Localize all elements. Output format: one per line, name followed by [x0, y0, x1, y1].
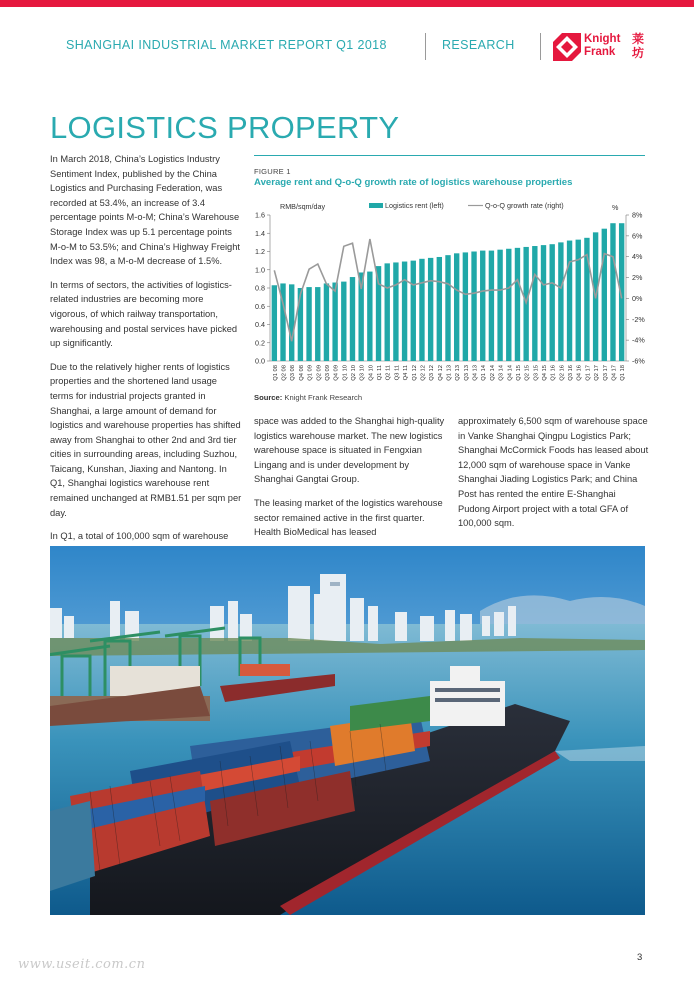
page-title: LOGISTICS PROPERTY — [50, 110, 400, 145]
y2-tick-label: 4% — [632, 252, 643, 262]
y-tick-label: 1.4 — [255, 228, 265, 238]
x-tick-label: Q3 08 — [290, 365, 297, 381]
legend-label-bar: Logistics rent (left) — [385, 201, 444, 210]
report-title: SHANGHAI INDUSTRIAL MARKET REPORT Q1 2018 — [66, 38, 387, 52]
source-text: Knight Frank Research — [284, 393, 363, 402]
y-axis-title: RMB/sqm/day — [280, 202, 326, 211]
x-tick-label: Q1 12 — [411, 365, 418, 381]
bar — [541, 245, 546, 361]
source-label: Source: — [254, 393, 283, 402]
x-tick-label: Q1 18 — [620, 365, 627, 381]
bar — [306, 287, 311, 361]
x-tick-label: Q4 08 — [298, 365, 305, 381]
body-column-1 — [50, 152, 242, 553]
x-tick-label: Q2 14 — [489, 365, 496, 381]
bar — [558, 242, 563, 361]
x-tick-label: Q3 17 — [602, 365, 609, 381]
x-tick-label: Q2 11 — [385, 365, 392, 381]
y-tick-label: 1.6 — [255, 210, 265, 220]
rent-growth-chart — [254, 197, 645, 393]
logo-word-1: Knight — [584, 33, 621, 45]
x-tick-label: Q3 12 — [429, 365, 436, 381]
header-divider-2 — [540, 33, 541, 60]
bar — [298, 288, 303, 361]
bar — [289, 284, 294, 361]
bar — [428, 258, 433, 361]
top-accent-bar — [0, 0, 694, 7]
x-tick-label: Q4 16 — [576, 365, 583, 381]
bar — [393, 262, 398, 361]
x-tick-label: Q1 17 — [585, 365, 592, 381]
y2-axis-title: % — [612, 203, 619, 212]
section-label: RESEARCH — [442, 38, 515, 52]
bar — [445, 255, 450, 361]
figure-source — [254, 393, 362, 402]
legend-swatch-bar — [369, 203, 383, 208]
y2-tick-label: 2% — [632, 273, 643, 283]
page-number: 3 — [637, 952, 643, 963]
bar — [532, 246, 537, 361]
paragraph: In March 2018, China’s Logistics Industry Sentiment Index, published by the China Logistics and Purchasing Federation, was recorded at 53.4%, an increase of 3.4 percentage points M-o-M; China’s Warehouse Storage Index was up 5.1 percentage points M-o-M to 53.5%; and China’s Highway Freight Index was 98, a M-o-M decrease of 1.5%. — [50, 154, 240, 267]
bar — [324, 283, 329, 361]
logo-chinese — [632, 32, 644, 60]
bar — [419, 259, 424, 361]
page-header — [0, 30, 694, 64]
x-tick-label: Q1 10 — [342, 365, 349, 381]
x-tick-label: Q3 09 — [324, 365, 331, 381]
bar — [567, 241, 572, 361]
x-tick-label: Q3 10 — [359, 365, 366, 381]
x-tick-label: Q2 10 — [350, 365, 357, 381]
bar — [506, 249, 511, 361]
bar — [402, 262, 407, 361]
y-tick-label: 0.0 — [255, 356, 265, 366]
figure-rule — [254, 155, 645, 156]
bar — [437, 257, 442, 361]
x-tick-label: Q2 13 — [455, 365, 462, 381]
paragraph: approximately 6,500 sqm of warehouse space in Vanke Shanghai Qingpu Logistics Park; Shanghai McCormick Foods has leased about 12,000 sqm of warehouse space in Vanke Shanghai Jiading Logistics Park; and China Post has rented the entire E-Shanghai Pudong Airport project with a total GFA of 100,000 sqm. — [458, 416, 649, 529]
container-ship-image — [50, 546, 645, 915]
x-tick-label: Q4 11 — [403, 365, 410, 381]
paragraph: In terms of sectors, the activities of logistics-related industries are becoming more vigorous, of which railway transportation, warehousing and postal services have picked up significantly. — [50, 279, 238, 349]
logo-cn-1: 莱 — [632, 32, 645, 46]
y-tick-label: 1.0 — [255, 265, 265, 275]
bar — [272, 285, 277, 361]
x-tick-label: Q4 13 — [472, 365, 479, 381]
paragraph: In Q1, a total of 100,000 sqm of warehouse — [50, 531, 229, 542]
paragraph: Due to the relatively higher rents of logistics properties and the shortened land usage terms for industrial projects granted in Shanghai, a large amount of demand for logistics and warehouse properties has shifted away from Shanghai to other 2nd and 3rd tier cities in surrounding areas, including Suzhou, Taicang, Kunshan, Jiaxing and Nantong. In Q1, Shanghai logistics warehouse rent remained unchanged at RMB1.51 per sqm per day. — [50, 361, 242, 518]
x-tick-label: Q2 09 — [316, 365, 323, 381]
logo-word-2: Frank — [584, 46, 616, 58]
bar — [411, 261, 416, 361]
y2-tick-label: 6% — [632, 231, 643, 241]
x-tick-label: Q1 15 — [515, 365, 522, 381]
bar — [515, 248, 520, 361]
paragraph: The leasing market of the logistics warehouse sector remained active in the first quarter. Health BioMedical has leased — [254, 497, 443, 538]
bar — [385, 263, 390, 361]
bar — [610, 223, 615, 361]
x-tick-label: Q4 12 — [437, 365, 444, 381]
x-tick-label: Q1 09 — [307, 365, 314, 381]
bar — [315, 287, 320, 361]
y2-tick-label: -2% — [632, 314, 645, 324]
x-tick-label: Q2 17 — [594, 365, 601, 381]
y-tick-label: 0.6 — [255, 301, 265, 311]
y2-tick-label: -6% — [632, 356, 645, 366]
x-tick-label: Q4 09 — [333, 365, 340, 381]
bar — [341, 282, 346, 361]
y2-tick-label: -4% — [632, 335, 645, 345]
bar — [454, 253, 459, 361]
container-ship-photo — [50, 546, 645, 915]
bar — [367, 272, 372, 361]
y-tick-label: 0.8 — [255, 283, 265, 293]
header-divider — [425, 33, 426, 60]
body-column-2 — [254, 414, 446, 549]
watermark: www.useit.com.cn — [18, 957, 146, 972]
y-tick-label: 0.4 — [255, 320, 265, 329]
y2-tick-label: 0% — [632, 293, 643, 303]
x-tick-label: Q1 08 — [272, 365, 279, 381]
x-tick-label: Q4 17 — [611, 365, 618, 381]
x-tick-label: Q3 16 — [568, 365, 575, 381]
y-tick-label: 1.2 — [255, 247, 265, 256]
bar — [550, 244, 555, 361]
x-tick-label: Q2 15 — [524, 365, 531, 381]
x-tick-label: Q1 14 — [481, 365, 488, 381]
figure-title: Average rent and Q-o-Q growth rate of logistics warehouse properties — [254, 177, 573, 188]
paragraph: space was added to the Shanghai high-quality logistics warehouse market. The new logistics warehouse space is situated in Fengxian Lingang and is under development by Shanghai Gangtai Group. — [254, 416, 445, 485]
x-tick-label: Q2 12 — [420, 365, 427, 381]
bar — [497, 250, 502, 361]
logo-cn-2: 坊 — [632, 46, 645, 60]
bar — [480, 251, 485, 361]
legend-label-line: Q-o-Q growth rate (right) — [485, 201, 564, 210]
x-tick-label: Q4 15 — [542, 365, 549, 381]
x-tick-label: Q3 13 — [463, 365, 470, 381]
x-tick-label: Q3 11 — [394, 365, 401, 381]
x-tick-label: Q3 15 — [533, 365, 540, 381]
y2-tick-label: 8% — [632, 210, 643, 220]
x-tick-label: Q4 10 — [368, 365, 375, 381]
bar — [463, 252, 468, 361]
x-tick-label: Q1 16 — [550, 365, 557, 381]
bar — [471, 252, 476, 362]
bar — [350, 277, 355, 361]
body-column-3 — [458, 414, 650, 540]
x-tick-label: Q3 14 — [498, 365, 505, 381]
knight-frank-logo — [553, 31, 648, 63]
x-tick-label: Q2 16 — [559, 365, 566, 381]
bar — [332, 283, 337, 361]
x-tick-label: Q4 14 — [507, 365, 514, 381]
figure-label: FIGURE 1 — [254, 167, 291, 176]
bar — [602, 229, 607, 361]
y-tick-label: 0.2 — [255, 338, 265, 348]
x-tick-label: Q2 08 — [281, 365, 288, 381]
x-tick-label: Q1 11 — [377, 365, 384, 381]
x-tick-label: Q1 13 — [446, 365, 453, 381]
bar — [489, 251, 494, 361]
knight-frank-logo-icon — [553, 33, 581, 61]
logo-wordmark — [584, 33, 620, 59]
